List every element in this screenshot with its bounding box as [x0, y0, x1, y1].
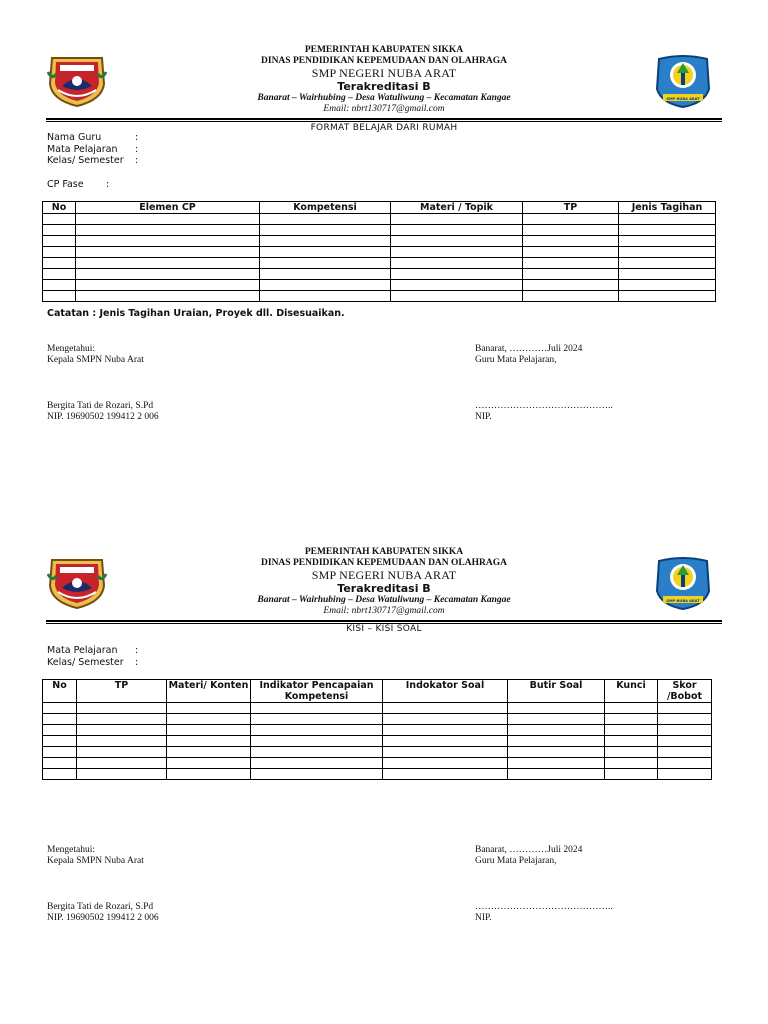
table-cell[interactable] — [260, 236, 391, 247]
table-row — [43, 225, 716, 236]
table-cell[interactable] — [605, 758, 658, 769]
header-indikator-pencapaian: Indikator Pencapaian Kompetensi — [251, 680, 383, 703]
header-jenis-tagihan: Jenis Tagihan — [619, 202, 716, 214]
header-materi-topik: Materi / Topik — [391, 202, 523, 214]
table-cell[interactable] — [43, 736, 77, 747]
header-no: No — [43, 202, 76, 214]
header-elemen-cp: Elemen CP — [76, 202, 260, 214]
kabupaten-sikka-emblem — [46, 552, 108, 610]
field-colon: : — [135, 656, 139, 668]
table-cell[interactable] — [260, 225, 391, 236]
table-cell[interactable] — [77, 769, 167, 780]
table-cell[interactable] — [383, 703, 508, 714]
table-row — [43, 736, 712, 747]
signature-teacher-name-block — [475, 902, 613, 924]
table-cell[interactable] — [251, 747, 383, 758]
field-label: Nama Guru — [47, 132, 102, 143]
table-cell[interactable] — [605, 725, 658, 736]
letterhead-government: PEMERINTAH KABUPATEN SIKKA — [304, 547, 464, 557]
table-cell[interactable] — [619, 225, 716, 236]
letterhead-school-name: SMP NEGERI NUBA ARAT — [311, 66, 457, 80]
table-cell[interactable] — [167, 769, 251, 780]
table-row — [43, 714, 712, 725]
header-tp: TP — [523, 202, 619, 214]
table-row — [43, 291, 716, 302]
table-cell[interactable] — [523, 225, 619, 236]
letterhead-address: Banarat – Wairhubing – Desa Watuliwung – Kecamatan Kangae — [257, 93, 511, 103]
field-label: Kelas/ Semester — [47, 155, 124, 166]
table-cell[interactable] — [383, 769, 508, 780]
field-label: CP Fase — [47, 179, 84, 190]
table-cell[interactable] — [658, 758, 712, 769]
table-cell[interactable] — [76, 280, 260, 291]
signature-teacher-nip: NIP. — [475, 913, 492, 923]
signature-teacher-name: …………………………………….. — [475, 401, 613, 411]
signature-teacher-name: …………………………………….. — [475, 902, 613, 912]
smp-nuba-arat-logo — [653, 53, 713, 109]
table-cell[interactable] — [523, 291, 619, 302]
signature-principal-title: Kepala SMPN Nuba Arat — [47, 355, 144, 365]
table-cell[interactable] — [167, 725, 251, 736]
teacher-info-fields — [47, 132, 138, 167]
signature-principal-name-block — [47, 902, 159, 924]
table-cell[interactable] — [76, 291, 260, 302]
table-header-row — [43, 202, 716, 214]
table-cell[interactable] — [508, 725, 605, 736]
table-cell[interactable] — [43, 769, 77, 780]
table-cell[interactable] — [43, 258, 76, 269]
field-colon: : — [135, 143, 139, 155]
table-row — [43, 703, 712, 714]
field-colon: : — [135, 155, 139, 166]
table-cell[interactable] — [77, 725, 167, 736]
kabupaten-sikka-emblem — [46, 50, 108, 108]
table-cell[interactable] — [260, 291, 391, 302]
table-cell[interactable] — [167, 758, 251, 769]
table-cell[interactable] — [619, 236, 716, 247]
field-label: Kelas/ Semester — [47, 656, 124, 668]
table-cell[interactable] — [658, 703, 712, 714]
table-cell[interactable] — [508, 714, 605, 725]
table-cell[interactable] — [383, 714, 508, 725]
field-colon: : — [135, 132, 139, 143]
table-row — [43, 769, 712, 780]
kisi-kisi-soal-table — [42, 679, 712, 780]
table-cell[interactable] — [43, 747, 77, 758]
header-skor-bobot: Skor /Bobot — [658, 680, 712, 703]
table-cell[interactable] — [43, 280, 76, 291]
table-header-row — [43, 680, 712, 703]
table-cell[interactable] — [76, 214, 260, 225]
signature-principal-nip: NIP. 19690502 199412 2 006 — [47, 412, 159, 422]
table-cell[interactable] — [251, 725, 383, 736]
field-kelas-semester — [47, 657, 138, 669]
table-cell[interactable] — [260, 214, 391, 225]
table-row — [43, 280, 716, 291]
table-cell[interactable] — [251, 714, 383, 725]
signature-principal-block — [47, 344, 144, 366]
table-cell[interactable] — [77, 703, 167, 714]
table-cell[interactable] — [508, 747, 605, 758]
table-cell[interactable] — [77, 758, 167, 769]
table-cell[interactable] — [43, 214, 76, 225]
letterhead-rule-thin — [46, 121, 722, 122]
table-cell[interactable] — [523, 247, 619, 258]
table-cell[interactable] — [43, 703, 77, 714]
field-mata-pelajaran — [47, 645, 138, 657]
table-cell[interactable] — [43, 758, 77, 769]
table-cell[interactable] — [658, 714, 712, 725]
letterhead-email: Email: nbrt130717@gmail.com — [323, 104, 445, 114]
table-cell[interactable] — [383, 736, 508, 747]
smp-nuba-arat-logo — [653, 555, 713, 611]
table-cell[interactable] — [508, 703, 605, 714]
table-cell[interactable] — [77, 714, 167, 725]
table-cell[interactable] — [76, 247, 260, 258]
header-tp: TP — [77, 680, 167, 703]
signature-teacher-title: Guru Mata Pelajaran, — [475, 856, 557, 866]
signature-principal-title: Kepala SMPN Nuba Arat — [47, 856, 144, 866]
letterhead — [150, 45, 618, 115]
cp-fase-field — [47, 179, 109, 191]
table-row — [43, 247, 716, 258]
svg-text:SMP NUBA ARAT: SMP NUBA ARAT — [666, 598, 700, 603]
table-cell[interactable] — [43, 725, 77, 736]
table-cell[interactable] — [260, 269, 391, 280]
table-row — [43, 258, 716, 269]
document-page-format-belajar — [0, 0, 768, 500]
table-cell[interactable] — [167, 747, 251, 758]
letterhead-department: DINAS PENDIDIKAN KEPEMUDAAN DAN OLAHRAGA — [261, 558, 507, 568]
table-row — [43, 236, 716, 247]
signature-acknowledged: Mengetahui: — [47, 845, 96, 855]
table-cell[interactable] — [260, 258, 391, 269]
signature-place-date: Banarat, …………Juli 2024 — [475, 845, 583, 855]
header-kompetensi: Kompetensi — [260, 202, 391, 214]
signature-acknowledged: Mengetahui: — [47, 344, 96, 354]
table-cell[interactable] — [523, 269, 619, 280]
signature-principal-nip: NIP. 19690502 199412 2 006 — [47, 913, 159, 923]
signature-teacher-title: Guru Mata Pelajaran, — [475, 355, 557, 365]
table-cell[interactable] — [251, 703, 383, 714]
letterhead-email: Email: nbrt130717@gmail.com — [323, 606, 445, 616]
field-mata-pelajaran — [47, 144, 138, 156]
document-title: KISI – KISI SOAL — [346, 624, 422, 634]
field-label: Mata Pelajaran — [47, 645, 118, 656]
table-cell[interactable] — [251, 758, 383, 769]
signature-principal-name: Bergita Tati de Rozari, S.Pd — [47, 401, 154, 411]
table-cell[interactable] — [658, 747, 712, 758]
table-cell[interactable] — [76, 225, 260, 236]
table-row — [43, 758, 712, 769]
table-cell[interactable] — [76, 258, 260, 269]
table-note: Catatan : Jenis Tagihan Uraian, Proyek dll. Disesuaikan. — [47, 308, 345, 319]
table-cell[interactable] — [523, 236, 619, 247]
table-cell[interactable] — [508, 769, 605, 780]
table-cell[interactable] — [251, 736, 383, 747]
table-cell[interactable] — [391, 258, 523, 269]
table-cell[interactable] — [43, 247, 76, 258]
table-cell[interactable] — [76, 269, 260, 280]
table-cell[interactable] — [391, 269, 523, 280]
table-row — [43, 269, 716, 280]
table-cell[interactable] — [619, 214, 716, 225]
table-cell[interactable] — [508, 758, 605, 769]
table-cell[interactable] — [251, 769, 383, 780]
table-cell[interactable] — [658, 725, 712, 736]
header-materi-konten: Materi/ Konten — [167, 680, 251, 703]
table-cell[interactable] — [43, 269, 76, 280]
table-cell[interactable] — [43, 236, 76, 247]
signature-principal-name-block — [47, 401, 159, 423]
subject-info-fields — [47, 645, 138, 668]
table-cell[interactable] — [391, 247, 523, 258]
header-kunci: Kunci — [605, 680, 658, 703]
table-cell[interactable] — [43, 291, 76, 302]
table-cell[interactable] — [605, 714, 658, 725]
table-cell[interactable] — [523, 214, 619, 225]
table-cell[interactable] — [383, 758, 508, 769]
signature-teacher-name-block — [475, 401, 613, 423]
document-page-kisi-kisi — [0, 502, 768, 1002]
table-row — [43, 747, 712, 758]
table-cell[interactable] — [76, 236, 260, 247]
svg-text:SMP NUBA ARAT: SMP NUBA ARAT — [666, 96, 700, 101]
table-cell[interactable] — [605, 769, 658, 780]
table-cell[interactable] — [391, 225, 523, 236]
table-cell[interactable] — [605, 703, 658, 714]
table-cell[interactable] — [619, 269, 716, 280]
header-no: No — [43, 680, 77, 703]
table-cell[interactable] — [391, 280, 523, 291]
table-cell[interactable] — [383, 725, 508, 736]
signature-principal-block — [47, 845, 144, 867]
table-cell[interactable] — [523, 280, 619, 291]
table-cell[interactable] — [605, 736, 658, 747]
table-cell[interactable] — [167, 736, 251, 747]
table-cell[interactable] — [605, 747, 658, 758]
table-cell[interactable] — [391, 214, 523, 225]
table-cell[interactable] — [167, 703, 251, 714]
table-cell[interactable] — [391, 291, 523, 302]
field-label: Mata Pelajaran — [47, 143, 118, 155]
table-cell[interactable] — [167, 714, 251, 725]
table-cell[interactable] — [43, 225, 76, 236]
document-title: FORMAT BELAJAR DARI RUMAH — [310, 123, 458, 133]
letterhead-accreditation: Terakreditasi B — [337, 582, 431, 595]
field-colon: : — [135, 645, 139, 656]
table-cell[interactable] — [77, 736, 167, 747]
field-kelas-semester — [47, 155, 138, 167]
letterhead-school-name: SMP NEGERI NUBA ARAT — [311, 568, 457, 582]
letterhead-department: DINAS PENDIDIKAN KEPEMUDAAN DAN OLAHRAGA — [261, 56, 507, 66]
signature-principal-name: Bergita Tati de Rozari, S.Pd — [47, 902, 154, 912]
field-colon: : — [106, 179, 110, 190]
table-cell[interactable] — [619, 280, 716, 291]
letterhead-address: Banarat – Wairhubing – Desa Watuliwung – Kecamatan Kangae — [257, 595, 511, 605]
signature-teacher-nip: NIP. — [475, 412, 492, 422]
signature-place-date: Banarat, …………Juli 2024 — [475, 344, 583, 354]
table-cell[interactable] — [383, 747, 508, 758]
learning-format-table — [42, 201, 716, 302]
table-cell[interactable] — [260, 247, 391, 258]
table-cell[interactable] — [658, 769, 712, 780]
table-cell[interactable] — [619, 247, 716, 258]
letterhead-rule-thick — [46, 118, 722, 120]
header-indokator-soal: Indokator Soal — [383, 680, 508, 703]
table-cell[interactable] — [260, 280, 391, 291]
table-cell[interactable] — [523, 258, 619, 269]
table-cell[interactable] — [43, 714, 77, 725]
table-row — [43, 725, 712, 736]
signature-teacher-block — [475, 845, 582, 867]
table-row — [43, 214, 716, 225]
letterhead-accreditation: Terakreditasi B — [337, 80, 431, 93]
field-nama-guru — [47, 132, 138, 144]
table-cell[interactable] — [77, 747, 167, 758]
table-cell[interactable] — [508, 736, 605, 747]
table-cell[interactable] — [619, 258, 716, 269]
letterhead-rule-thick — [46, 620, 722, 622]
table-cell[interactable] — [391, 236, 523, 247]
letterhead — [150, 547, 618, 617]
header-butir-soal: Butir Soal — [508, 680, 605, 703]
signature-teacher-block — [475, 344, 582, 366]
table-cell[interactable] — [619, 291, 716, 302]
letterhead-government: PEMERINTAH KABUPATEN SIKKA — [304, 45, 464, 55]
table-cell[interactable] — [658, 736, 712, 747]
